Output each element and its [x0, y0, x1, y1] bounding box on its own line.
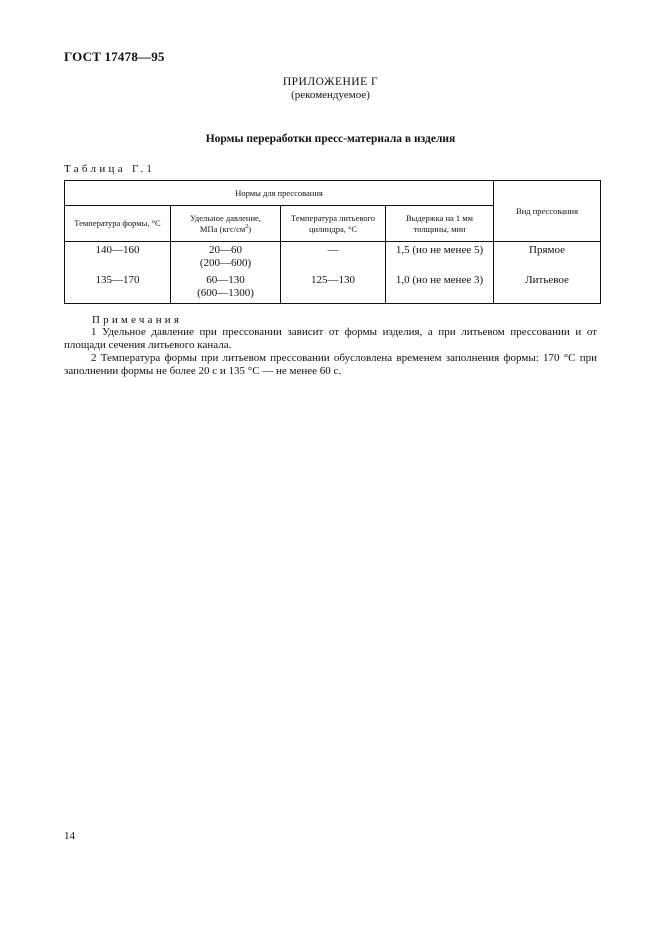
- document-code: ГОСТ 17478—95: [64, 49, 165, 64]
- cell-press-type: Литьевое: [494, 272, 601, 304]
- cell-pressure-kgf: (600—1300): [197, 286, 254, 299]
- notes-title: Примечания: [92, 314, 183, 326]
- table-row: [65, 242, 601, 273]
- cell-pressure-mpa: 60—130: [206, 274, 245, 286]
- header-pressure-close: ): [248, 223, 252, 234]
- header-pressure-line2: МПа (кгс/см: [199, 223, 246, 234]
- table-row: [65, 272, 601, 304]
- cell-hold-time: 1,5 (но не менее 5): [386, 242, 494, 273]
- header-hold-time: Выдержка на 1 мм толщины, мин: [386, 206, 494, 242]
- note-item: 2 Температура формы при литьевом прессовании обусловлена временем заполнения формы: 170 °С при заполнении формы не более 20 с и 135 °С — не менее 60 с.: [64, 352, 597, 377]
- appendix-subtitle: (рекомендуемое): [291, 89, 370, 101]
- header-cylinder-temp: Температура литьевого цилиндра, °С: [281, 206, 386, 242]
- table-header-group-row: [65, 181, 601, 206]
- cell-pressure: [171, 242, 281, 273]
- header-pressure: [171, 206, 281, 242]
- cell-pressure-kgf: (200—600): [199, 256, 252, 269]
- cell-mold-temp: 140—160: [65, 242, 171, 273]
- note-item: 1 Удельное давление при прессовании зависит от формы изделия, а при литьевом прессовании и от площади сечения литьевого канала.: [64, 326, 597, 351]
- header-pressing-norms: Нормы для прессования: [65, 181, 494, 206]
- section-heading: Нормы переработки пресс-материала в изделия: [205, 133, 456, 145]
- page-number: 14: [64, 830, 75, 842]
- norms-table: [64, 180, 601, 304]
- header-pressure-line1: Удельное давление,: [190, 213, 261, 224]
- cell-pressure-mpa: 20—60: [209, 244, 242, 256]
- header-mold-temp: Температура формы, °С: [65, 206, 171, 242]
- cell-pressure: [171, 272, 281, 304]
- cell-mold-temp: 135—170: [65, 272, 171, 304]
- cell-press-type: Прямое: [494, 242, 601, 273]
- header-pressure-sup: 2: [245, 223, 249, 230]
- header-press-type: Вид прессования: [494, 181, 601, 242]
- cell-cylinder-temp: 125—130: [281, 272, 386, 304]
- appendix-title: ПРИЛОЖЕНИЕ Г: [282, 76, 379, 88]
- table-caption: Таблица Г.1: [64, 163, 156, 175]
- cell-cylinder-temp: —: [281, 242, 386, 273]
- cell-hold-time: 1,0 (но не менее 3): [386, 272, 494, 304]
